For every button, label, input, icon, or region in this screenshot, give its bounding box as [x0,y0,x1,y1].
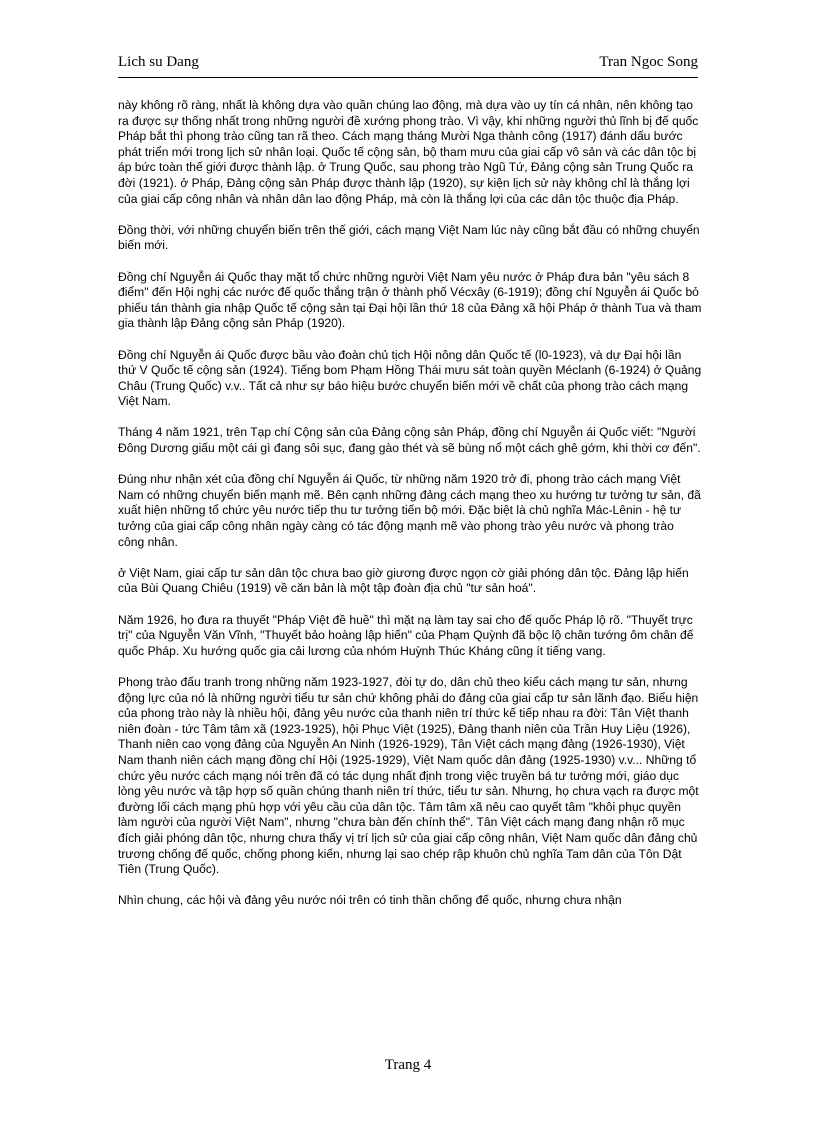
header-author: Tran Ngoc Song [599,54,698,70]
body-paragraph: Đồng chí Nguyễn ái Quốc thay mặt tổ chức những người Việt Nam yêu nước ở Pháp đưa bản "yêu sách 8 điểm" đến Hội nghị các nước đế quốc thắng trận ở thành phố Vécxây (6-1919); đồng chí Nguyễn ái Quốc bỏ phiếu tán thành gia nhập Quốc tế cộng sản tại Đại hội lần thứ 18 của Đảng xã hội Pháp ở thành Tua và tham gia thành lập Đảng cộng sản Pháp (1920). [118,269,702,331]
header-divider [118,77,698,78]
body-paragraph: ở Việt Nam, giai cấp tư sản dân tộc chưa bao giờ giương được ngọn cờ giải phóng dân tộc. Đảng lập hiến của Bùi Quang Chiêu (1919) về căn bản là một tập đoàn địa chủ "tư sản hoá". [118,565,689,596]
body-paragraph: Đúng như nhận xét của đồng chí Nguyễn ái Quốc, từ những năm 1920 trở đi, phong trào cách mạng Việt Nam có những chuyển biến mạnh mẽ. Bên cạnh những đảng cách mạng theo xu hướng tư tưởng tư sản, đã xuất hiện những tổ chức yêu nước tiếp thu tư tưởng tiến bộ mới. Đặc biệt là chủ nghĩa Mác-Lênin - hệ tư tưởng của giai cấp công nhân ngày càng có tác động mạnh mẽ vào phong trào yêu nước và phong trào công nhân. [118,472,701,549]
body-paragraph: này không rõ ràng, nhất là không dựa vào quần chúng lao động, mà dựa vào uy tín cá nhân, nên không tạo ra được sự thống nhất trong những người đề xướng phong trào. Vì vậy, khi những người thủ lĩnh bị đế quốc Pháp bắt thì phong trào cũng tan rã theo. Cách mạng tháng Mười Nga thành công (1917) đánh dấu bước phát triển mới trong lịch sử nhân loại. Quốc tế cộng sản, bộ tham mưu của giai cấp vô sản và các dân tộc bị áp bức toàn thế giới được thành lập. ở Trung Quốc, sau phong trào Ngũ Tứ, Đảng cộng sản Trung Quốc ra đời (1921). ở Pháp, Đảng cộng sản Pháp được thành lập (1920), sự kiện lịch sử này không chỉ là thắng lợi của giai cấp công nhân và nhân dân lao động Pháp, mà còn là thắng lợi của các dân tộc thuộc địa Pháp. [118,98,699,206]
body-paragraph: Tháng 4 năm 1921, trên Tạp chí Cộng sản của Đảng cộng sản Pháp, đồng chí Nguyễn ái Quốc viết: "Người Đông Dương giấu một cái gì đang sôi sục, đang gào thét và sẽ bùng nổ một cách ghê gớm, khi thời cơ đến". [118,425,701,456]
body-paragraph: Nhìn chung, các hội và đảng yêu nước nói trên có tinh thần chống đế quốc, nhưng chưa nhận [118,893,622,908]
body-paragraph: Đồng thời, với những chuyển biến trên thế giới, cách mạng Việt Nam lúc này cũng bắt đầu có những chuyển biến mới. [118,222,700,253]
page-footer [0,1055,816,1075]
body-paragraph: Đồng chí Nguyễn ái Quốc được bầu vào đoàn chủ tịch Hội nông dân Quốc tế (l0-1923), và dự Đại hội lần thứ V Quốc tế cộng sản (1924). Tiếng bom Phạm Hồng Thái mưu sát toàn quyền Méclanh (6-1924) ở Quảng Châu (Trung Quốc) v.v.. Tất cả như sự báo hiệu bước chuyển biến mới về chất của phong trào cách mạng Việt Nam. [118,347,702,409]
page-number: Trang 4 [384,1057,432,1073]
body-paragraph: Phong trào đấu tranh trong những năm 1923-1927, đòi tự do, dân chủ theo kiểu cách mạng tư sản, nhưng động lực của nó là những người tiểu tư sản chứ không phải do đảng của giai cấp tư sản lãnh đạo. Biểu hiện của phong trào này là nhiều hội, đảng yêu nước của thanh niên trí thức kế tiếp nhau ra đời: Tân Việt thanh niên đoàn - tức Tâm tâm xã (1923-1925), hội Phục Việt (1925), Đảng thanh niên của Trần Huy Liệu (1926), Thanh niên cao vọng đảng của Nguyễn An Ninh (1926-1929), Tân Việt cách mạng đảng (1926-1930), Việt Nam thanh niên cách mạng đồng chí Hội (1925-1929), Việt Nam quốc dân đảng (1925-1930) v.v... Những tổ chức yêu nước cách mạng nói trên đã có tác dụng nhất định trong việc truyền bá tư tưởng mới, giáo dục lòng yêu nước và tập hợp số quần chúng thanh niên trí thức, tiểu tư sản. Nhưng, họ chưa vạch ra được một đường lối cách mạng phù hợp với yêu cầu của dân tộc. Tâm tâm xã nêu cao quyết tâm "khôi phục quyền làm người của người Việt Nam", nhưng "chưa bàn đến chính thể". Tân Việt cách mạng đang nhận rõ mục đích giải phóng dân tộc, nhưng chưa thấy vị trí lịch sử của giai cấp công nhân, Việt Nam quốc dân đảng chủ trương chống đế quốc, chống phong kiến, nhưng lại sao chép rập khuôn chủ nghĩa Tam dân của Tôn Dật Tiên (Trung Quốc). [118,674,699,877]
body-paragraph: Năm 1926, họ đưa ra thuyết "Pháp Việt đề huề" thì mặt nạ làm tay sai cho đế quốc Pháp lộ rõ. "Thuyết trực trị" của Nguyễn Văn Vĩnh, "Thuyết bảo hoàng lập hiến" của Phạm Quỳnh đã bộc lộ chân tướng ôm chân đế quốc Pháp. Xu hướng quốc gia cải lương của nhóm Huỳnh Thúc Kháng cũng ít tiếng vang. [118,612,694,658]
document-body [118,98,702,924]
header-title: Lich su Dang [118,54,199,70]
page-header [118,52,698,72]
